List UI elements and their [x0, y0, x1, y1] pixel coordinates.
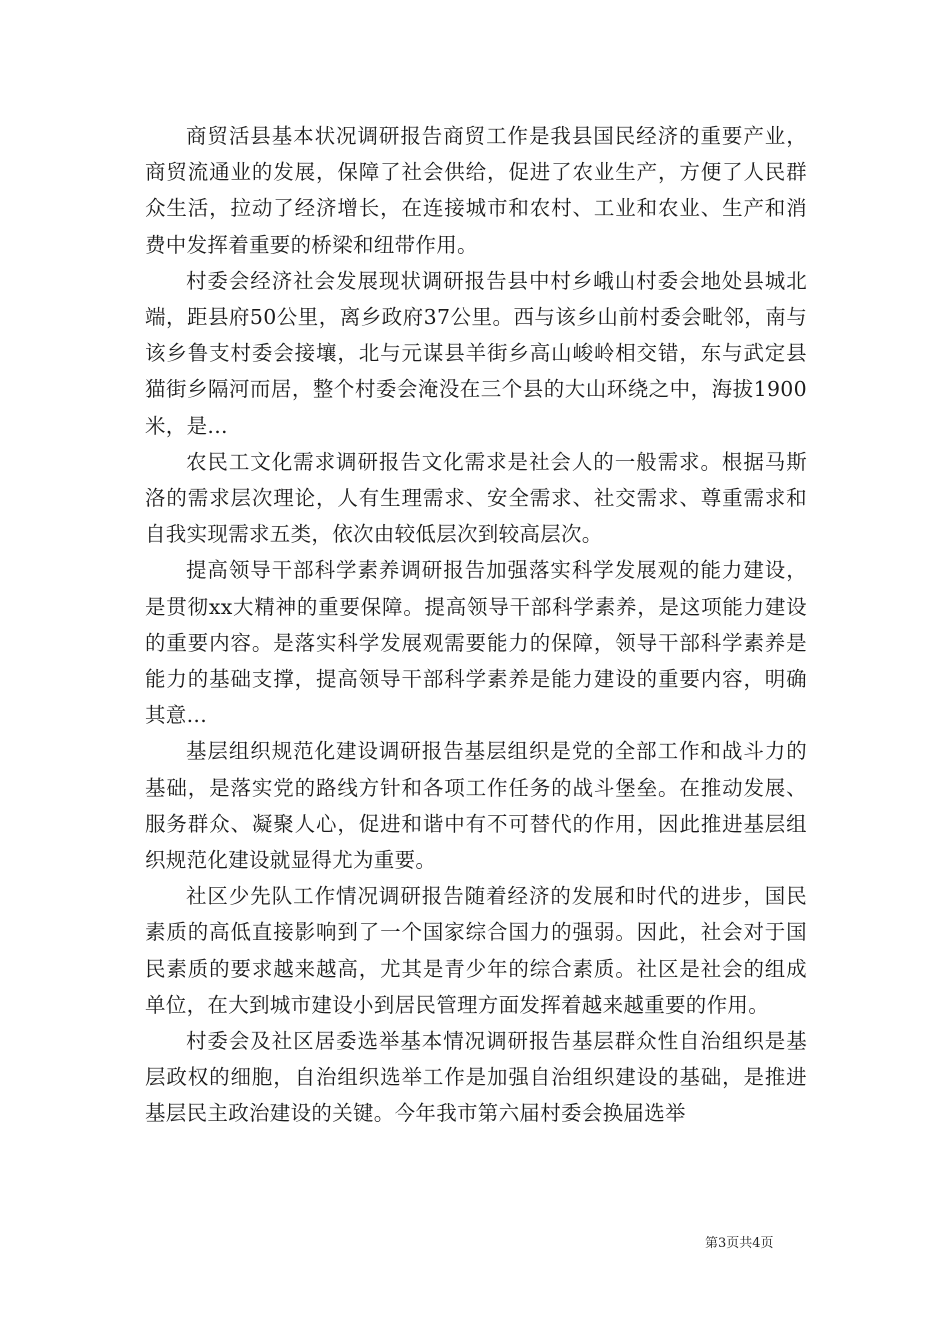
paragraph-young-pioneers-report: 社区少先队工作情况调研报告随着经济的发展和时代的进步，国民素质的高低直接影响到了一个国家综合国力的强弱。因此，社会对于国民素质的要求越来越高，尤其是青少年的综合素质。社区是社会的组成单位，在大到城市建设小到居民管理方面发挥着越来越重要的作用。	[145, 884, 807, 1017]
paragraph-village-economy-report: 村委会经济社会发展现状调研报告县中村乡峨山村委会地处县城北端，距县府50公里，离乡政府37公里。西与该乡山前村委会毗邻，南与该乡鲁支村委会接壤，北与元谋县羊街乡高山峻岭相交错，东与武定县猫街乡隔河而居，整个村委会淹没在三个县的大山环绕之中，海拔1900米，是...	[145, 268, 807, 438]
paragraph-migrant-culture-report: 农民工文化需求调研报告文化需求是社会人的一般需求。根据马斯洛的需求层次理论，人有生理需求、安全需求、社交需求、尊重需求和自我实现需求五类，依次由较低层次到较高层次。	[145, 449, 807, 547]
paragraph-grassroots-org-report: 基层组织规范化建设调研报告基层组织是党的全部工作和战斗力的基础，是落实党的路线方针和各项工作任务的战斗堡垒。在推动发展、服务群众、凝聚人心，促进和谐中有不可替代的作用，因此推进基层组织规范化建设就显得尤为重要。	[145, 739, 807, 873]
paragraph-cadre-science-report: 提高领导干部科学素养调研报告加强落实科学发展观的能力建设，是贯彻xx大精神的重要保障。提高领导干部科学素养，是这项能力建设的重要内容。是落实科学发展观需要能力的保障，领导干部科学素养是能力的基础支撑，提高领导干部科学素养是能力建设的重要内容，明确其意...	[145, 558, 807, 728]
document-body	[145, 118, 807, 1132]
paragraph-commerce-report: 商贸活县基本状况调研报告商贸工作是我县国民经济的重要产业，商贸流通业的发展，保障了社会供给，促进了农业生产，方便了人民群众生活，拉动了经济增长，在连接城市和农村、工业和农业、生产和消费中发挥着重要的桥梁和纽带作用。	[145, 124, 807, 257]
paragraph-election-report: 村委会及社区居委选举基本情况调研报告基层群众性自治组织是基层政权的细胞，自治组织选举工作是加强自治组织建设的基础，是推进基层民主政治建设的关键。今年我市第六届村委会换届选举	[145, 1029, 807, 1126]
page-number-footer: 第3页共4页	[705, 1236, 774, 1251]
